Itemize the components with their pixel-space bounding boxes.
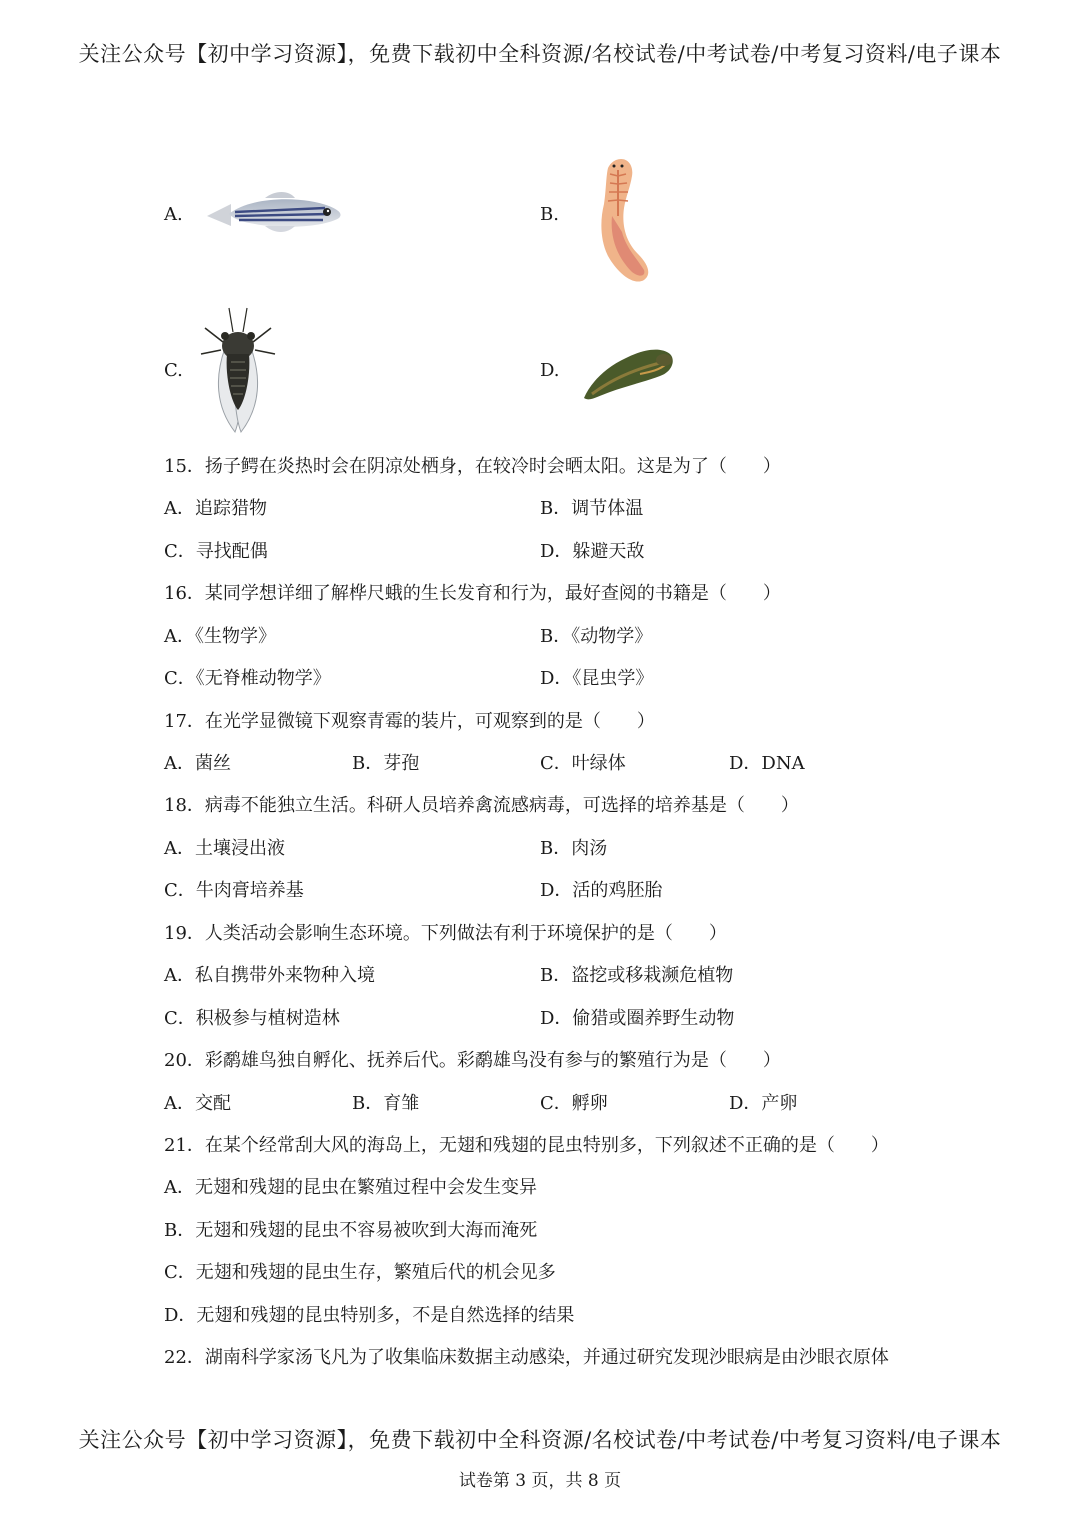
question-21-option-a: A．无翅和残翅的昆虫在繁殖过程中会发生变异 <box>164 1177 537 1198</box>
question-22-stem: 22．湖南科学家汤飞凡为了收集临床数据主动感染，并通过研究发现沙眼病是由沙眼衣原体 <box>164 1347 889 1368</box>
question-19-option-b: B．盗挖或移栽濒危植物 <box>540 965 734 986</box>
image-option-letter-d: D. <box>540 360 560 381</box>
question-19-stem: 19．人类活动会影响生态环境。下列做法有利于环境保护的是（ ） <box>164 923 727 944</box>
question-15-option-d: D．躲避天敌 <box>540 541 645 562</box>
image-option-letter-c: C. <box>164 360 183 381</box>
zebrafish-icon <box>205 186 345 242</box>
page-footer: 试卷第 3 页，共 8 页 <box>458 1471 622 1491</box>
cicada-icon <box>197 306 279 440</box>
leech-icon <box>580 344 676 408</box>
question-16-option-b: B．《动物学》 <box>540 626 653 647</box>
question-21-option-c: C．无翅和残翅的昆虫生存，繁殖后代的机会见多 <box>164 1262 556 1283</box>
planarian-icon <box>582 156 662 290</box>
question-15-stem: 15．扬子鳄在炎热时会在阴凉处栖身，在较冷时会晒太阳。这是为了（ ） <box>164 456 781 477</box>
question-20-stem: 20．彩鹬雄鸟独自孵化、抚养后代。彩鹬雄鸟没有参与的繁殖行为是（ ） <box>164 1050 781 1071</box>
question-20-option-c: C．孵卵 <box>540 1093 608 1114</box>
image-option-letter-a: A. <box>164 204 183 225</box>
question-17-option-d: D．DNA <box>729 753 805 774</box>
question-16-option-c: C．《无脊椎动物学》 <box>164 668 331 689</box>
question-16-option-a: A．《生物学》 <box>164 626 276 647</box>
promo-banner-bottom: 关注公众号【初中学习资源】，免费下载初中全科资源/名校试卷/中考试卷/中考复习资料/电子课本 <box>78 1428 1002 1452</box>
question-18-option-c: C．牛肉膏培养基 <box>164 880 304 901</box>
question-16-stem: 16．某同学想详细了解桦尺蛾的生长发育和行为，最好查阅的书籍是（ ） <box>164 583 781 604</box>
image-option-letter-b: B. <box>540 204 559 225</box>
question-15-option-a: A．追踪猎物 <box>164 498 267 519</box>
question-17-stem: 17．在光学显微镜下观察青霉的装片，可观察到的是（ ） <box>164 711 655 732</box>
promo-banner-top: 关注公众号【初中学习资源】，免费下载初中全科资源/名校试卷/中考试卷/中考复习资料/电子课本 <box>78 42 1002 66</box>
question-18-option-a: A．土壤浸出液 <box>164 838 285 859</box>
question-15-option-c: C．寻找配偶 <box>164 541 268 562</box>
question-20-option-b: B．育雏 <box>352 1093 420 1114</box>
question-20-option-d: D．产卵 <box>729 1093 798 1114</box>
question-18-stem: 18．病毒不能独立生活。科研人员培养禽流感病毒，可选择的培养基是（ ） <box>164 795 799 816</box>
question-20-option-a: A．交配 <box>164 1093 231 1114</box>
question-17-option-b: B．芽孢 <box>352 753 420 774</box>
question-18-option-d: D．活的鸡胚胎 <box>540 880 663 901</box>
question-17-option-a: A．菌丝 <box>164 753 231 774</box>
question-19-option-a: A．私自携带外来物种入境 <box>164 965 375 986</box>
question-18-option-b: B．肉汤 <box>540 838 608 859</box>
question-19-option-c: C．积极参与植树造林 <box>164 1008 340 1029</box>
question-21-stem: 21．在某个经常刮大风的海岛上，无翅和残翅的昆虫特别多，下列叙述不正确的是（ ） <box>164 1135 889 1156</box>
question-17-option-c: C．叶绿体 <box>540 753 626 774</box>
question-21-option-d: D．无翅和残翅的昆虫特别多，不是自然选择的结果 <box>164 1305 575 1326</box>
question-21-option-b: B．无翅和残翅的昆虫不容易被吹到大海而淹死 <box>164 1220 538 1241</box>
question-19-option-d: D．偷猎或圈养野生动物 <box>540 1008 735 1029</box>
question-16-option-d: D．《昆虫学》 <box>540 668 654 689</box>
question-15-option-b: B．调节体温 <box>540 498 644 519</box>
